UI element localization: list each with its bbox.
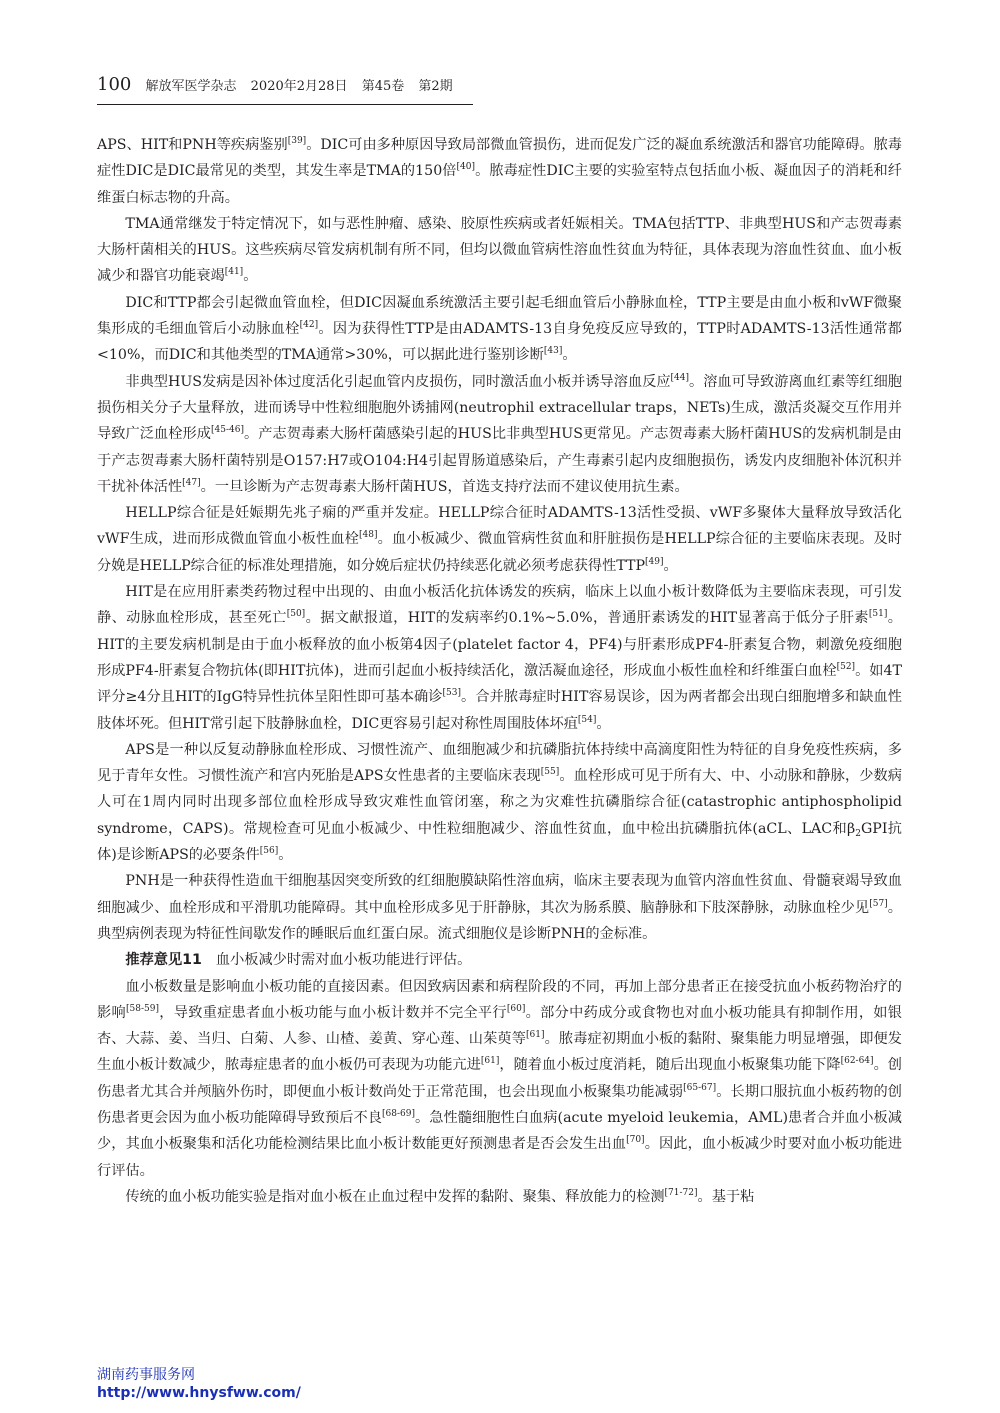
citation-ref: [43] [543,346,563,357]
text-run: APS、HIT和PNH等疾病鉴别 [97,137,288,153]
text-run: 。 [562,347,577,364]
citation-ref: [54] [577,714,597,725]
text-run: 。因此，血小板减少时要对血小板功能进行评估。 [97,1136,902,1179]
text-run: 非典型HUS发病是因补体过度活化引起血管内皮损伤，同时激活血小板并诱导溶血反应 [125,373,671,390]
citation-ref: [41] [224,267,244,278]
citation-ref: [39] [287,136,307,146]
article-body [97,132,902,1210]
paragraph [97,737,902,868]
citation-ref: [71-72] [664,1187,698,1198]
citation-ref: [56] [259,846,279,857]
paragraph [97,211,902,290]
citation-ref: [42] [299,320,319,331]
citation-ref: [51] [868,609,888,620]
journal-name: 解放军医学杂志 [145,79,237,94]
text-run: 。合并脓毒症时HIT容易误诊，因为两者都会出现白细胞增多和缺血性肢体坏死。但HIT常引起下肢静脉血栓，DIC更容易引起对称性周围肢体坏疽 [97,689,902,732]
text-run: 。部分中药成分或食物也对血小板功能具有抑制作用，如银杏、大蒜、姜、当归、白菊、人参、山楂、姜黄、穿心莲、山茱萸等 [97,1004,902,1048]
issue-date: 2020年2月28日 [250,79,348,94]
citation-ref: [62-64] [840,1056,874,1067]
text-run: ，导致重症患者血小板功能与血小板计数并不完全平行 [158,1004,507,1021]
text-run: 。脓毒症性DIC主要的实验室特点包括血小板、凝血因子的消耗和纤维蛋白标志物的升高。 [97,163,902,206]
citation-ref: [55] [540,767,560,778]
citation-ref: [68-69] [382,1108,415,1119]
paragraph [97,500,902,579]
site-url-link[interactable]: http://www.hnysfww.com/ [97,1385,301,1401]
text-run: GPI抗体)是诊断APS的必要条件 [97,820,902,864]
text-run: ，随着血小板过度消耗，随后出现血小板聚集功能下降 [499,1057,841,1074]
text-run: 。血小板减少、微血管病性贫血和肝脏损伤是HELLP综合征的主要临床表现。及时分娩是HELLP综合征的标准处理措施，如分娩后症状仍持续恶化就必须考虑获得性TTP [97,531,902,574]
text-run: DIC和TTP都会引起微血管血栓，但DIC因凝血系统激活主要引起毛细血管后小静脉血栓，TTP主要是由血小板和vWF微聚集形成的毛细血管后小动脉血栓 [97,294,902,338]
text-run: 。典型病例表现为特征性间歇发作的睡眠后血红蛋白尿。流式细胞仪是诊断PNH的金标准。 [97,899,902,942]
text-run: 。产志贺毒素大肠杆菌感染引起的HUS比非典型HUS更常见。产志贺毒素大肠杆菌HUS的发病机制是由于产志贺毒素大肠杆菌特别是O157:H7或O104:H4引起胃肠道感染后，产生毒素引起内皮细胞损伤，诱发内皮细胞补体沉积并干扰补体活性 [97,426,902,495]
text-run: APS是一种以反复动静脉血栓形成、习惯性流产、血细胞减少和抗磷脂抗体持续中高滴度阳性为特征的自身免疫性疾病，多见于青年女性。习惯性流产和宫内死胎是APS女性患者的主要临床表现 [97,741,902,785]
citation-ref: [53] [442,688,461,699]
text-run: 。DIC可由多种原因导致局部微血管损伤，进而促发广泛的凝血系统激活和器官功能障碍。脓毒症性DIC是DIC最常见的类型，其发生率是TMA的150倍 [97,137,902,180]
citation-ref: [48] [359,530,378,541]
text-run: 。据文献报道，HIT的发病率约0.1%~5.0%，普通肝素诱发的HIT显著高于低分子肝素 [305,610,869,627]
subscript: 2 [855,828,861,839]
citation-ref: [44] [670,372,690,383]
paragraph [97,868,902,947]
citation-ref: [45-46] [211,425,244,436]
text-run: 。基于粘 [697,1188,755,1205]
text-run: HIT是在应用肝素类药物过程中出现的、由血小板活化抗体诱发的疾病，临床上以血小板计数降低为主要临床表现，可引发静、动脉血栓形成，甚至死亡 [97,584,902,627]
citation-ref: [60] [506,1003,526,1014]
citation-ref: [65-67] [683,1082,717,1093]
issue-number: 第2期 [418,79,453,94]
text-run: 。急性髓细胞性白血病(acute myeloid leukemia，AML)患者合并血小板减少，其血小板聚集和活化功能检测结果比血小板计数能更好预测患者是否会发生出血 [97,1109,902,1153]
citation-ref: [61] [526,1030,545,1041]
text-run: 。长期口服抗血小板药物的创伤患者更会因为血小板功能障碍导致预后不良 [97,1083,902,1126]
text-run: 。脓毒症初期血小板的黏附、聚集能力明显增强，即便发生血小板计数减少，脓毒症患者的血小板仍可表现为功能亢进 [97,1031,902,1074]
paragraph [97,290,902,369]
watermark-footer [97,1366,301,1402]
citation-ref: [57] [869,898,888,909]
text-run: 。如4T评分≥4分且HIT的IgG特异性抗体呈阳性即可基本确诊 [97,662,902,706]
text-run: 。溶血可导致游离血红素等红细胞损伤相关分子大量释放，进而诱导中性粒细胞胞外诱捕网(neutrophil extracellular traps，NETs)生成，激活炎凝交互作用并导致广泛血栓形成 [97,373,902,443]
citation-ref: [40] [456,162,476,173]
text-run: 。一旦诊断为产志贺毒素大肠杆菌HUS，首选支持疗法而不建议使用抗生素。 [200,478,689,495]
citation-ref: [52] [836,661,856,672]
text-run: TMA通常继发于特定情况下，如与恶性肿瘤、感染、胶原性疾病或者妊娠相关。TMA包括TTP、非典型HUS和产志贺毒素大肠杆菌相关的HUS。这些疾病尽管发病机制有所不同，但均以微血管病性溶血性贫血为特征，具体表现为溶血性贫血、血小板减少和器官功能衰竭 [97,215,902,285]
text-run: 。 [596,715,611,732]
text-run: HELLP综合征是妊娠期先兆子痫的严重并发症。HELLP综合征时ADAMTS-13活性受损、vWF多聚体大量释放导致活化vWF生成，进而形成微血管血小板性血栓 [97,505,902,548]
paragraph [97,369,902,500]
paragraph [97,1184,902,1210]
paragraph [97,579,902,737]
text-run: 。因为获得性TTP是由ADAMTS-13自身免疫反应导致的，TTP时ADAMTS-13活性通常都<10%，而DIC和其他类型的TMA通常>30%，可以据此进行鉴别诊断 [97,321,902,364]
citation-ref: [47] [182,477,201,488]
citation-ref: [61] [480,1056,500,1067]
text-run: 。 [663,557,678,574]
running-header [97,74,473,105]
text-run: 。 [278,847,293,864]
text-run: 。 [243,268,258,285]
text-run: 血小板减少时需对血小板功能进行评估。 [215,952,472,969]
text-run: 。创伤患者尤其合并颅脑外伤时，即便血小板计数尚处于正常范围，也会出现血小板聚集功能减弱 [97,1057,902,1100]
text-run: 。血栓形成可见于所有大、中、小动脉和静脉，少数病人可在1周内同时出现多部位血栓形成导致灾难性血管闭塞，称之为灾难性抗磷脂综合征(catastrophic antiphospholipid syndrome，CAPS)。常规检查可见血小板减少、中性粒细胞减少、溶血性贫血，血中检出抗磷脂抗体(aCL、LAC和β [97,768,902,837]
paragraph [97,974,902,1184]
page-number: 100 [97,74,132,95]
paragraph [97,947,902,973]
volume: 第45卷 [361,79,405,94]
citation-ref: [70] [626,1135,645,1146]
recommendation-label: 推荐意见11 [125,952,202,969]
text-run: 传统的血小板功能实验是指对血小板在止血过程中发挥的黏附、聚集、释放能力的检测 [125,1188,665,1205]
citation-ref: [49] [645,556,664,567]
citation-ref: [50] [286,609,306,620]
paragraph [97,132,902,211]
text-run: 血小板数量是影响血小板功能的直接因素。但因致病因素和病程阶段的不同，再加上部分患者正在接受抗血小板药物治疗的影响 [97,978,902,1021]
site-name: 湖南药事服务网 [97,1367,195,1383]
text-run: PNH是一种获得性造血干细胞基因突变所致的红细胞膜缺陷性溶血病，临床主要表现为血管内溶血性贫血、骨髓衰竭导致血细胞减少、血栓形成和平滑肌功能障碍。其中血栓形成多见于肝静脉，其次为肠系膜、脑静脉和下肢深静脉，动脉血栓少见 [97,873,902,916]
text-run: 。HIT的主要发病机制是由于血小板释放的血小板第4因子(platelet factor 4，PF4)与肝素形成PF4-肝素复合物，刺激免疫细胞形成PF4-肝素复合物抗体(即HIT抗体)，进而引起血小板持续活化，激活凝血途径，形成血小板性血栓和纤维蛋白血栓 [97,610,903,679]
citation-ref: [58-59] [125,1003,159,1014]
